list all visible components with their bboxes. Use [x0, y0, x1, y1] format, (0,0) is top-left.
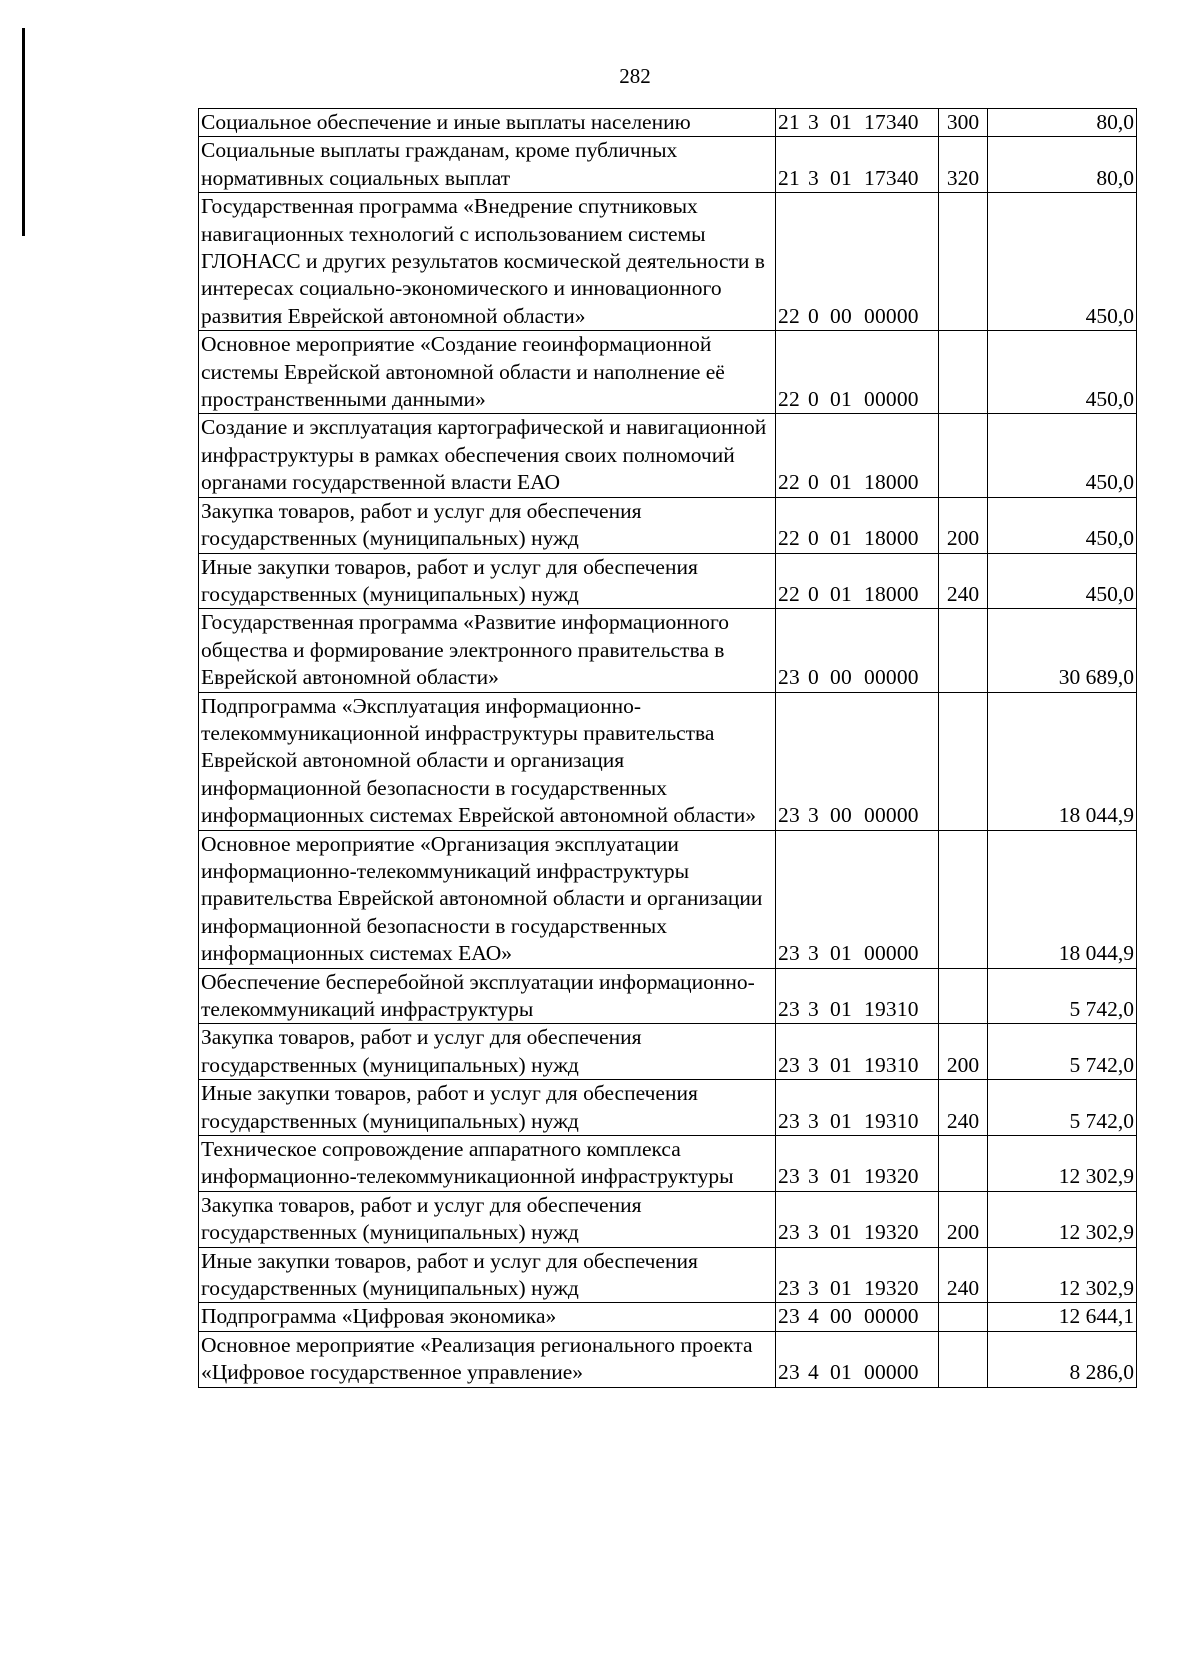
- code-segment: 00: [830, 665, 852, 690]
- expense-name-cell: Закупка товаров, работ и услуг для обеспечения государственных (муниципальных) нужд: [199, 1191, 776, 1247]
- code-segment: 17340: [864, 110, 919, 134]
- code-segment: 01: [830, 1276, 852, 1301]
- expense-type-cell: 300: [939, 109, 988, 137]
- table-row: [199, 331, 1137, 414]
- code-segment: 19320: [864, 1276, 919, 1301]
- code-segment: 3: [808, 165, 819, 190]
- code-segment: 00000: [864, 803, 919, 828]
- code-segment: 01: [830, 470, 852, 495]
- code-segment: 01: [830, 387, 852, 412]
- expense-type-cell: [939, 692, 988, 830]
- table-row: [199, 968, 1137, 1024]
- code-segment: 19320: [864, 1220, 919, 1245]
- target-article-code-cell: [776, 1331, 939, 1387]
- target-article-code-cell: [776, 331, 939, 414]
- expense-name-cell: Иные закупки товаров, работ и услуг для обеспечения государственных (муниципальных) нужд: [199, 553, 776, 609]
- target-article-code-cell: [776, 137, 939, 193]
- expense-name-cell: Обеспечение бесперебойной эксплуатации информационно-телекоммуникаций инфраструктуры: [199, 968, 776, 1024]
- margin-line: [22, 28, 25, 236]
- budget-table: [198, 108, 1137, 1388]
- amount-cell: 12 302,9: [988, 1136, 1137, 1192]
- table-row: [199, 1080, 1137, 1136]
- expense-type-cell: [939, 968, 988, 1024]
- expense-name-cell: Основное мероприятие «Реализация регионального проекта «Цифровое государственное управление»: [199, 1331, 776, 1387]
- expense-name-cell: Основное мероприятие «Организация эксплуатации информационно-телекоммуникаций инфраструктуры правительства Еврейской автономной области и организации информационной безопасности в государственных информационных системах ЕАО»: [199, 830, 776, 968]
- expense-name-cell: Создание и эксплуатация картографической и навигационной инфраструктуры в рамках обеспечения своих полномочий органами государственной власти ЕАО: [199, 414, 776, 497]
- target-article-code-cell: [776, 830, 939, 968]
- amount-cell: 8 286,0: [988, 1331, 1137, 1387]
- code-segment: 23: [778, 1220, 800, 1245]
- amount-cell: 450,0: [988, 497, 1137, 553]
- target-article-code-cell: [776, 1191, 939, 1247]
- expense-type-cell: [939, 1136, 988, 1192]
- expense-type-cell: [939, 414, 988, 497]
- code-segment: 01: [830, 1108, 852, 1133]
- code-segment: 0: [808, 526, 819, 551]
- amount-cell: 18 044,9: [988, 830, 1137, 968]
- code-segment: 01: [830, 941, 852, 966]
- target-article-code-cell: [776, 109, 939, 137]
- code-segment: 3: [808, 1052, 819, 1077]
- code-segment: 23: [778, 1304, 800, 1329]
- expense-name-cell: Подпрограмма «Цифровая экономика»: [199, 1303, 776, 1331]
- code-segment: 3: [808, 941, 819, 966]
- code-segment: 00: [830, 1304, 852, 1329]
- code-segment: 00000: [864, 303, 919, 328]
- code-segment: 0: [808, 470, 819, 495]
- code-segment: 21: [778, 165, 800, 190]
- table-row: [199, 692, 1137, 830]
- code-segment: 23: [778, 1360, 800, 1385]
- expense-type-cell: 200: [939, 1191, 988, 1247]
- code-segment: 4: [808, 1360, 819, 1385]
- code-segment: 01: [830, 110, 852, 134]
- target-article-code-cell: [776, 1136, 939, 1192]
- code-segment: 01: [830, 165, 852, 190]
- code-segment: 01: [830, 997, 852, 1021]
- code-segment: 17340: [864, 165, 919, 190]
- code-segment: 01: [830, 1360, 852, 1385]
- expense-type-cell: [939, 193, 988, 331]
- expense-name-cell: Техническое сопровождение аппаратного комплекса информационно-телекоммуникационной инфраструктуры: [199, 1136, 776, 1192]
- code-segment: 00000: [864, 665, 919, 690]
- code-segment: 22: [778, 581, 800, 606]
- expense-name-cell: Социальные выплаты гражданам, кроме публичных нормативных социальных выплат: [199, 137, 776, 193]
- page-number: 282: [619, 64, 651, 88]
- expense-name-cell: Социальное обеспечение и иные выплаты населению: [199, 109, 776, 137]
- code-segment: 3: [808, 1220, 819, 1245]
- table-row: [199, 1247, 1137, 1303]
- code-segment: 3: [808, 803, 819, 828]
- code-segment: 3: [808, 997, 819, 1021]
- code-segment: 22: [778, 526, 800, 551]
- code-segment: 0: [808, 303, 819, 328]
- code-segment: 22: [778, 387, 800, 412]
- table-row: [199, 1303, 1137, 1331]
- expense-name-cell: Закупка товаров, работ и услуг для обеспечения государственных (муниципальных) нужд: [199, 1024, 776, 1080]
- target-article-code-cell: [776, 193, 939, 331]
- budget-table-body: [199, 109, 1137, 1388]
- code-segment: 3: [808, 1108, 819, 1133]
- expense-name-cell: Закупка товаров, работ и услуг для обеспечения государственных (муниципальных) нужд: [199, 497, 776, 553]
- code-segment: 01: [830, 581, 852, 606]
- amount-cell: 5 742,0: [988, 1024, 1137, 1080]
- code-segment: 00000: [864, 1360, 919, 1385]
- target-article-code-cell: [776, 1247, 939, 1303]
- code-segment: 22: [778, 470, 800, 495]
- table-row: [199, 414, 1137, 497]
- expense-type-cell: [939, 830, 988, 968]
- expense-type-cell: 200: [939, 497, 988, 553]
- code-segment: 18000: [864, 526, 919, 551]
- expense-type-cell: 240: [939, 1247, 988, 1303]
- expense-type-cell: 320: [939, 137, 988, 193]
- code-segment: 23: [778, 1108, 800, 1133]
- target-article-code-cell: [776, 1303, 939, 1331]
- table-row: [199, 553, 1137, 609]
- target-article-code-cell: [776, 692, 939, 830]
- amount-cell: 12 302,9: [988, 1247, 1137, 1303]
- target-article-code-cell: [776, 553, 939, 609]
- code-segment: 21: [778, 110, 800, 134]
- amount-cell: 450,0: [988, 553, 1137, 609]
- amount-cell: 80,0: [988, 109, 1137, 137]
- code-segment: 19320: [864, 1164, 919, 1189]
- code-segment: 01: [830, 526, 852, 551]
- expense-name-cell: Иные закупки товаров, работ и услуг для обеспечения государственных (муниципальных) нужд: [199, 1247, 776, 1303]
- code-segment: 00000: [864, 387, 919, 412]
- amount-cell: 12 644,1: [988, 1303, 1137, 1331]
- code-segment: 3: [808, 110, 819, 134]
- code-segment: 0: [808, 581, 819, 606]
- code-segment: 19310: [864, 1108, 919, 1133]
- code-segment: 23: [778, 803, 800, 828]
- code-segment: 00: [830, 803, 852, 828]
- code-segment: 00000: [864, 941, 919, 966]
- amount-cell: 12 302,9: [988, 1191, 1137, 1247]
- expense-name-cell: Основное мероприятие «Создание геоинформационной системы Еврейской автономной области и наполнение её пространственными данными»: [199, 331, 776, 414]
- code-segment: 3: [808, 1276, 819, 1301]
- expense-name-cell: Подпрограмма «Эксплуатация информационно-телекоммуникационной инфраструктуры правительства Еврейской автономной области и организация информационной безопасности в государственных информационных системах Еврейской автономной области»: [199, 692, 776, 830]
- code-segment: 23: [778, 665, 800, 690]
- code-segment: 01: [830, 1220, 852, 1245]
- table-row: [199, 193, 1137, 331]
- code-segment: 00000: [864, 1304, 919, 1329]
- code-segment: 19310: [864, 1052, 919, 1077]
- table-row: [199, 137, 1137, 193]
- code-segment: 0: [808, 665, 819, 690]
- amount-cell: 18 044,9: [988, 692, 1137, 830]
- code-segment: 18000: [864, 470, 919, 495]
- code-segment: 22: [778, 303, 800, 328]
- code-segment: 00: [830, 303, 852, 328]
- code-segment: 01: [830, 1052, 852, 1077]
- code-segment: 0: [808, 387, 819, 412]
- expense-name-cell: Иные закупки товаров, работ и услуг для обеспечения государственных (муниципальных) нужд: [199, 1080, 776, 1136]
- expense-type-cell: 240: [939, 1080, 988, 1136]
- target-article-code-cell: [776, 414, 939, 497]
- table-row: [199, 1024, 1137, 1080]
- target-article-code-cell: [776, 497, 939, 553]
- table-row: [199, 830, 1137, 968]
- table-row: [199, 1331, 1137, 1387]
- code-segment: 23: [778, 1052, 800, 1077]
- expense-type-cell: [939, 331, 988, 414]
- expense-type-cell: [939, 1331, 988, 1387]
- amount-cell: 5 742,0: [988, 968, 1137, 1024]
- code-segment: 23: [778, 1164, 800, 1189]
- target-article-code-cell: [776, 1024, 939, 1080]
- code-segment: 23: [778, 997, 800, 1021]
- code-segment: 01: [830, 1164, 852, 1189]
- target-article-code-cell: [776, 609, 939, 692]
- expense-type-cell: [939, 609, 988, 692]
- amount-cell: 5 742,0: [988, 1080, 1137, 1136]
- expense-name-cell: Государственная программа «Развитие информационного общества и формирование электронного правительства в Еврейской автономной области»: [199, 609, 776, 692]
- code-segment: 3: [808, 1164, 819, 1189]
- expense-type-cell: 200: [939, 1024, 988, 1080]
- target-article-code-cell: [776, 968, 939, 1024]
- table-row: [199, 109, 1137, 137]
- table-row: [199, 1191, 1137, 1247]
- amount-cell: 30 689,0: [988, 609, 1137, 692]
- table-row: [199, 497, 1137, 553]
- amount-cell: 80,0: [988, 137, 1137, 193]
- amount-cell: 450,0: [988, 331, 1137, 414]
- code-segment: 4: [808, 1304, 819, 1329]
- amount-cell: 450,0: [988, 414, 1137, 497]
- target-article-code-cell: [776, 1080, 939, 1136]
- expense-name-cell: Государственная программа «Внедрение спутниковых навигационных технологий с использованием системы ГЛОНАСС и других результатов космической деятельности в интересах социально-экономического и инновационного развития Еврейской автономной области»: [199, 193, 776, 331]
- code-segment: 19310: [864, 997, 919, 1021]
- table-row: [199, 1136, 1137, 1192]
- amount-cell: 450,0: [988, 193, 1137, 331]
- expense-type-cell: [939, 1303, 988, 1331]
- code-segment: 23: [778, 941, 800, 966]
- table-row: [199, 609, 1137, 692]
- expense-type-cell: 240: [939, 553, 988, 609]
- code-segment: 18000: [864, 581, 919, 606]
- code-segment: 23: [778, 1276, 800, 1301]
